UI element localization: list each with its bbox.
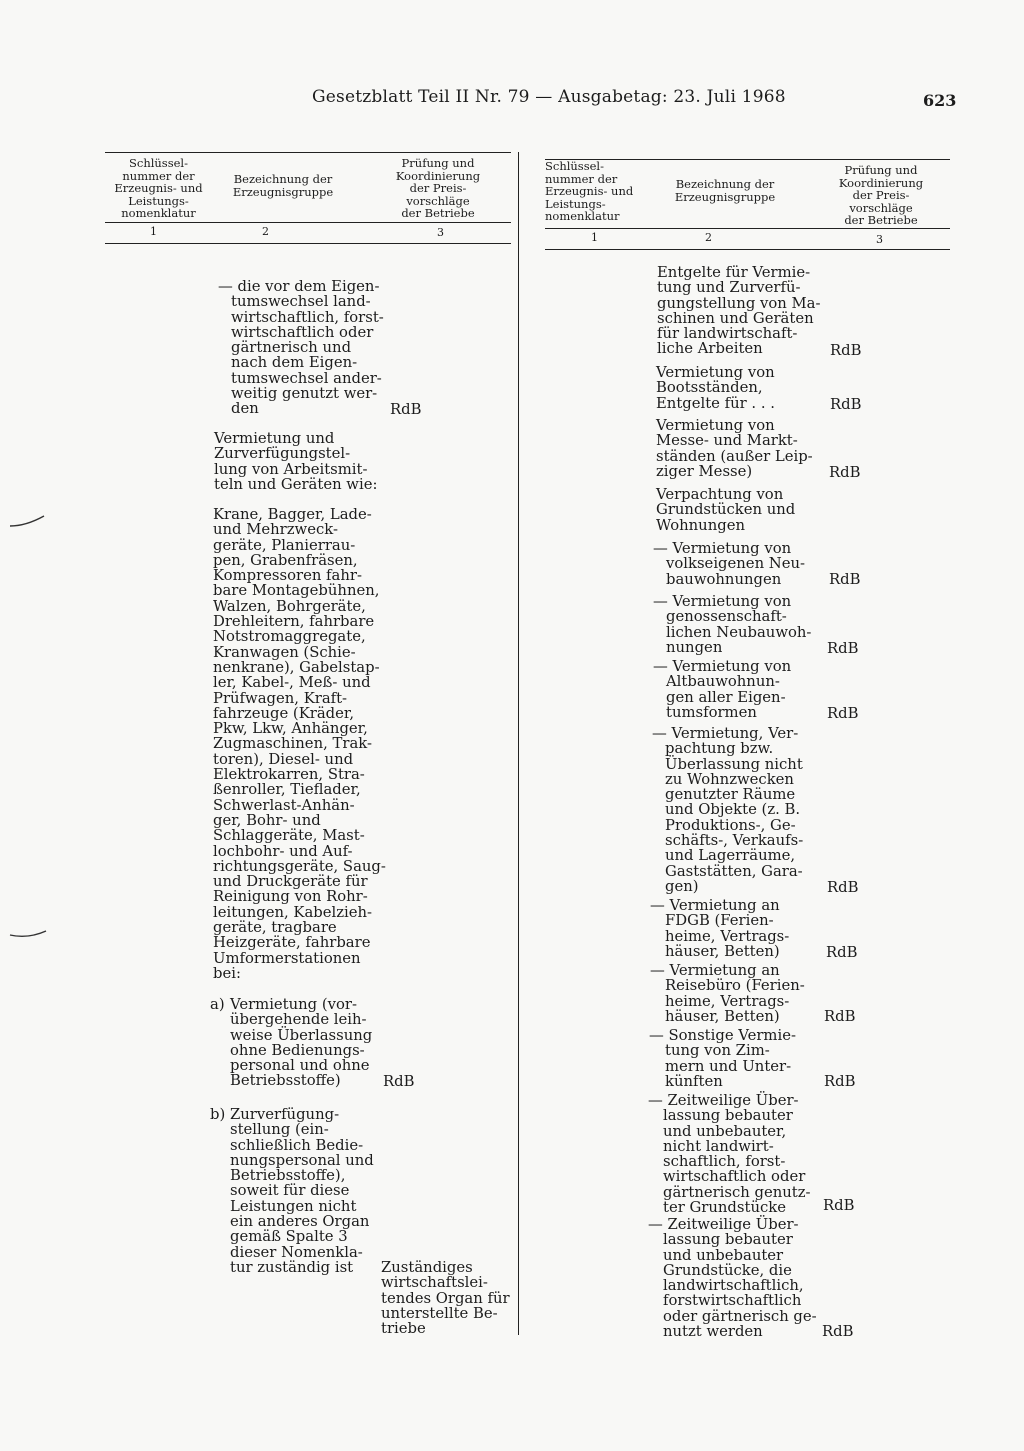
- list-item: — Vermietung, Ver- pachtung bzw. Überlassung nicht zu Wohnzwecken genutzter Räume und Objekte (z. B. Produktions-, Ge- schäfts-, Verkaufs- und Lagerräume, Gaststätten, Gara- gen): [652, 725, 804, 895]
- authority-rdb: RdB: [822, 1323, 854, 1340]
- list-item: Vermietung von Messe- und Markt- ständen (außer Leip- ziger Messe): [656, 417, 813, 480]
- list-item: — Vermietung von genossenschaft- lichen Neubauwoh- nungen: [653, 593, 812, 656]
- authority-rdb: RdB: [829, 464, 861, 481]
- authority-rdb: RdB: [827, 879, 859, 896]
- responsible-authority: Zuständiges wirtschaftslei- tendes Organ für unterstellte Be- triebe: [381, 1259, 510, 1338]
- list-item: — Vermietung an FDGB (Ferien- heime, Vertrags- häuser, Betten): [650, 897, 790, 960]
- authority-rdb: RdB: [824, 1073, 856, 1090]
- list-item: Vermietung von Bootsständen, Entgelte für . . .: [656, 364, 775, 412]
- list-item: — Vermietung von Altbauwohnun- gen aller Eigen- tumsformen: [653, 658, 792, 721]
- list-item: — Vermietung von volkseigenen Neu- bauwohnungen: [653, 540, 806, 588]
- column-divider: [518, 152, 519, 1335]
- page-number: 623: [923, 91, 957, 110]
- list-item-b: b) Zurverfügung- stellung (ein- schließlich Bedie- nungspersonal und Betriebsstoffe), soweit für diese Leistungen nicht ein anderes Organ gemäß Spalte 3 dieser Nomenkla- tur zuständig ist: [210, 1106, 374, 1276]
- list-item: — Zeitweilige Über- lassung bebauter und unbebauter, nicht landwirt- schaftlich, forst- wirtschaftlich oder gärtnerisch genutz- ter Grundstücke: [648, 1092, 811, 1217]
- column-number-3: 3: [437, 226, 444, 239]
- margin-mark: [8, 512, 48, 532]
- header-middle-rule: [545, 228, 950, 229]
- column-head-2: Bezeichnung der Erzeugnisgruppe: [674, 177, 776, 204]
- authority-rdb: RdB: [830, 396, 862, 413]
- list-item: — Vermietung an Reisebüro (Ferien- heime, Vertrags- häuser, Betten): [650, 962, 805, 1025]
- header-top-rule: [105, 152, 511, 153]
- authority-rdb: RdB: [830, 342, 862, 359]
- column-number-1: 1: [591, 231, 598, 244]
- margin-mark: [8, 925, 48, 945]
- column-head-1: Schlüssel- nummer der Erzeugnis- und Leistungs- nomenklatur: [114, 156, 203, 220]
- authority-rdb: RdB: [827, 705, 859, 722]
- list-item: — Sonstige Vermie- tung von Zim- mern und Unter- künften: [649, 1027, 796, 1090]
- authority-rdb: RdB: [824, 1008, 856, 1025]
- list-item: Vermietung und Zurverfügungstel- lung von Arbeitsmit- teln und Geräten wie:: [214, 430, 378, 493]
- list-item: Entgelte für Vermie- tung und Zurverfü- gungstellung von Ma- schinen und Geräten für landwirtschaft- liche Arbeiten: [657, 264, 821, 358]
- authority-rdb: RdB: [823, 1197, 855, 1214]
- authority-rdb: RdB: [390, 401, 422, 418]
- list-item: — Zeitweilige Über- lassung bebauter und unbebauter Grundstücke, die landwirtschaftlich, forstwirtschaftlich oder gärtnerisch ge- nutzt werden: [648, 1216, 817, 1341]
- column-head-2: Bezeichnung der Erzeugnisgruppe: [232, 172, 334, 199]
- authority-rdb: RdB: [827, 640, 859, 657]
- column-number-3: 3: [876, 233, 883, 246]
- authority-rdb: RdB: [826, 944, 858, 961]
- list-item-a: a) Vermietung (vor- übergehende leih- weise Überlassung ohne Bedienungs- personal und ohne Betriebsstoffe): [210, 996, 373, 1090]
- header-middle-rule: [105, 222, 511, 223]
- column-number-2: 2: [262, 225, 269, 238]
- header-bottom-rule: [105, 243, 511, 244]
- authority-rdb: RdB: [383, 1073, 415, 1090]
- authority-rdb: RdB: [829, 571, 861, 588]
- list-item: Verpachtung von Grundstücken und Wohnungen: [656, 486, 796, 534]
- header-bottom-rule: [545, 249, 950, 250]
- column-number-1: 1: [150, 225, 157, 238]
- column-head-3: Prüfung und Koordinierung der Preis- vorschläge der Betriebe: [838, 163, 924, 227]
- column-head-1: Schlüssel- nummer der Erzeugnis- und Leistungs- nomenklatur: [545, 159, 634, 223]
- column-head-3: Prüfung und Koordinierung der Preis- vorschläge der Betriebe: [395, 156, 481, 220]
- column-number-2: 2: [705, 231, 712, 244]
- list-item: — die vor dem Eigen- tumswechsel land- wirtschaftlich, forst- wirtschaftlich oder gärtnerisch und nach dem Eigen- tumswechsel ander- weitig genutzt wer- den: [218, 278, 384, 418]
- list-item: Krane, Bagger, Lade- und Mehrzweck- geräte, Planierrau- pen, Grabenfräsen, Kompressoren fahr- bare Montagebühnen, Walzen, Bohrgeräte, Drehleitern, fahrbare Notstromaggregate, Kranwagen (Schie- nenkrane), Gabelstap- ler, Kabel-, Meß- und Prüfwagen, Kraft- fahrzeuge (Kräder, Pkw, Lkw, Anhänger, Zugmaschinen, Trak- toren), Diesel- und Elektrokarren, Stra- ßenroller, Tieflader, Schwerlast-Anhän- ger, Bohr- und Schlaggeräte, Mast- lochbohr- und Auf- richtungsgeräte, Saug- und Druckgeräte für Reinigung von Rohr- leitungen, Kabelzieh- geräte, tragbare Heizgeräte, fahrbare Umformerstationen bei:: [213, 506, 386, 982]
- page-title: Gesetzblatt Teil II Nr. 79 — Ausgabetag: 23. Juli 1968: [312, 87, 786, 107]
